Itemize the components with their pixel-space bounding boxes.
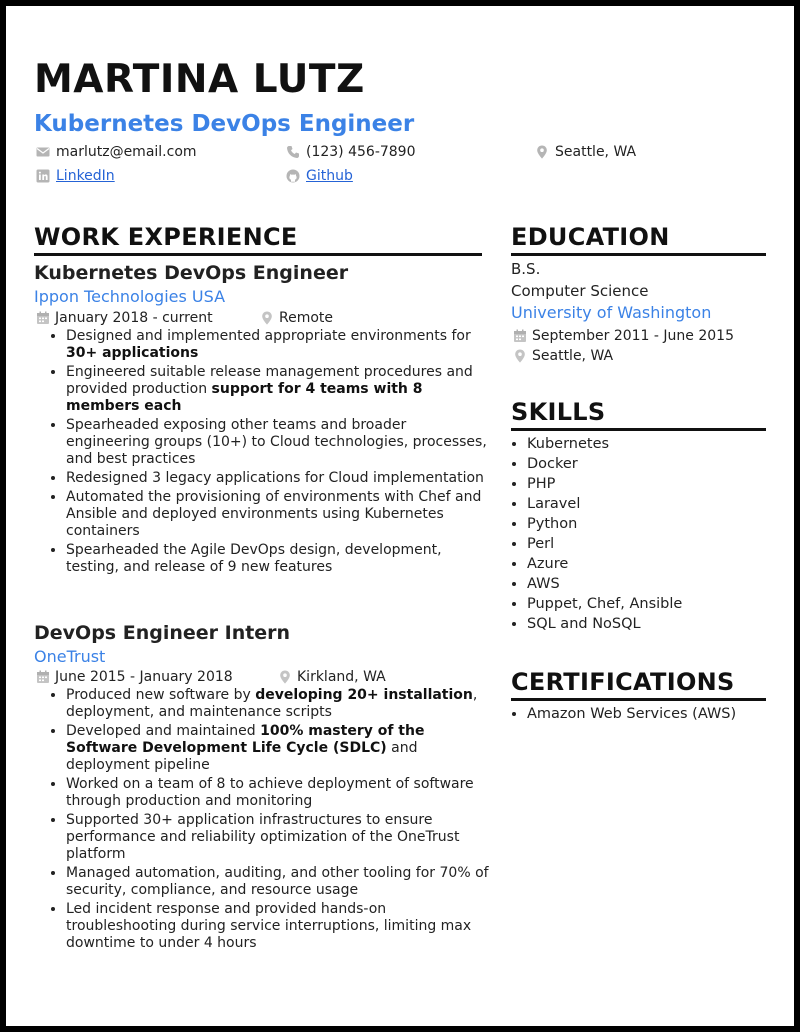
map-pin-icon <box>260 311 274 325</box>
job-dates-text: January 2018 - current <box>55 310 213 326</box>
job-location <box>278 668 386 686</box>
skill-item: • PHP <box>527 474 682 494</box>
job-location <box>260 309 333 327</box>
certification-item: • Amazon Web Services (AWS) <box>527 704 736 724</box>
education-location-text: Seattle, WA <box>532 348 614 364</box>
job-bullets <box>34 328 494 578</box>
envelope-icon <box>36 145 50 159</box>
company-name: Ippon Technologies USA <box>34 287 226 306</box>
job-dates <box>36 309 213 327</box>
job-title: DevOps Engineer Intern <box>34 622 291 644</box>
job-bullet: • Spearheaded exposing other teams and broader engineering groups (10+) to Cloud technologies, processes, and best practices <box>66 417 494 468</box>
resume-page <box>6 6 794 1026</box>
skills-list <box>511 434 682 634</box>
job-title: Kubernetes DevOps Engineer <box>34 262 349 284</box>
job-bullet: • Supported 30+ application infrastructures to ensure performance and reliability optimization of the OneTrust platform <box>66 812 494 863</box>
phone-text: (123) 456-7890 <box>306 144 416 160</box>
job-dates-text: June 2015 - January 2018 <box>55 669 233 685</box>
calendar-icon <box>36 670 50 684</box>
candidate-name: MARTINA LUTZ <box>34 57 365 102</box>
skill-item: • Azure <box>527 554 682 574</box>
github-icon <box>286 169 300 183</box>
linkedin-icon <box>36 169 50 183</box>
skill-item: • Kubernetes <box>527 434 682 454</box>
contact-email <box>36 143 197 161</box>
job-bullet: • Worked on a team of 8 to achieve deployment of software through production and monitoring <box>66 776 494 810</box>
skill-item: • Perl <box>527 534 682 554</box>
contact-location <box>535 143 636 161</box>
job-bullet: • Managed automation, auditing, and other tooling for 70% of security, compliance, and resource usage <box>66 865 494 899</box>
education-location <box>513 347 613 365</box>
contact-linkedin <box>36 167 115 185</box>
job-location-text: Kirkland, WA <box>297 669 386 685</box>
work-experience-heading: WORK EXPERIENCE <box>34 223 482 256</box>
education-dates-text: September 2011 - June 2015 <box>532 328 734 344</box>
skill-item: • AWS <box>527 574 682 594</box>
map-pin-icon <box>278 670 292 684</box>
skill-item: • Python <box>527 514 682 534</box>
education-dates <box>513 327 734 345</box>
job-bullet: • Redesigned 3 legacy applications for Cloud implementation <box>66 470 494 487</box>
school-name: University of Washington <box>511 303 712 322</box>
location-text: Seattle, WA <box>555 144 637 160</box>
job-dates <box>36 668 233 686</box>
map-pin-icon <box>535 145 549 159</box>
education-heading: EDUCATION <box>511 223 766 256</box>
skill-item: • Puppet, Chef, Ansible <box>527 594 682 614</box>
field-of-study: Computer Science <box>511 282 649 300</box>
job-bullet: • Developed and maintained 100% mastery of the Software Development Life Cycle (SDLC) and deployment pipeline <box>66 723 494 774</box>
linkedin-link[interactable]: LinkedIn <box>56 168 115 184</box>
company-name: OneTrust <box>34 647 106 666</box>
certifications-list <box>511 704 736 724</box>
candidate-title: Kubernetes DevOps Engineer <box>34 111 415 137</box>
phone-icon <box>286 145 300 159</box>
skill-item: • Docker <box>527 454 682 474</box>
certifications-heading: CERTIFICATIONS <box>511 668 766 701</box>
job-location-text: Remote <box>279 310 334 326</box>
job-bullet: • Designed and implemented appropriate environments for 30+ applications <box>66 328 494 362</box>
degree: B.S. <box>511 260 541 278</box>
job-bullets <box>34 687 494 954</box>
job-bullet: • Produced new software by developing 20+ installation, deployment, and maintenance scripts <box>66 687 494 721</box>
skills-heading: SKILLS <box>511 398 766 431</box>
skill-item: • Laravel <box>527 494 682 514</box>
map-pin-icon <box>513 349 527 363</box>
calendar-icon <box>513 329 527 343</box>
job-bullet: • Led incident response and provided hands-on troubleshooting during service interruptions, limiting max downtime to under 4 hours <box>66 901 494 952</box>
contact-github <box>286 167 353 185</box>
contact-phone <box>286 143 416 161</box>
skill-item: • SQL and NoSQL <box>527 614 682 634</box>
job-bullet: • Spearheaded the Agile DevOps design, development, testing, and release of 9 new features <box>66 542 494 576</box>
job-bullet: • Engineered suitable release management procedures and provided production support for 4 teams with 8 members each <box>66 364 494 415</box>
calendar-icon <box>36 311 50 325</box>
email-text: marlutz@email.com <box>56 144 197 160</box>
github-link[interactable]: Github <box>306 168 353 184</box>
job-bullet: • Automated the provisioning of environments with Chef and Ansible and deployed environments using Kubernetes containers <box>66 489 494 540</box>
